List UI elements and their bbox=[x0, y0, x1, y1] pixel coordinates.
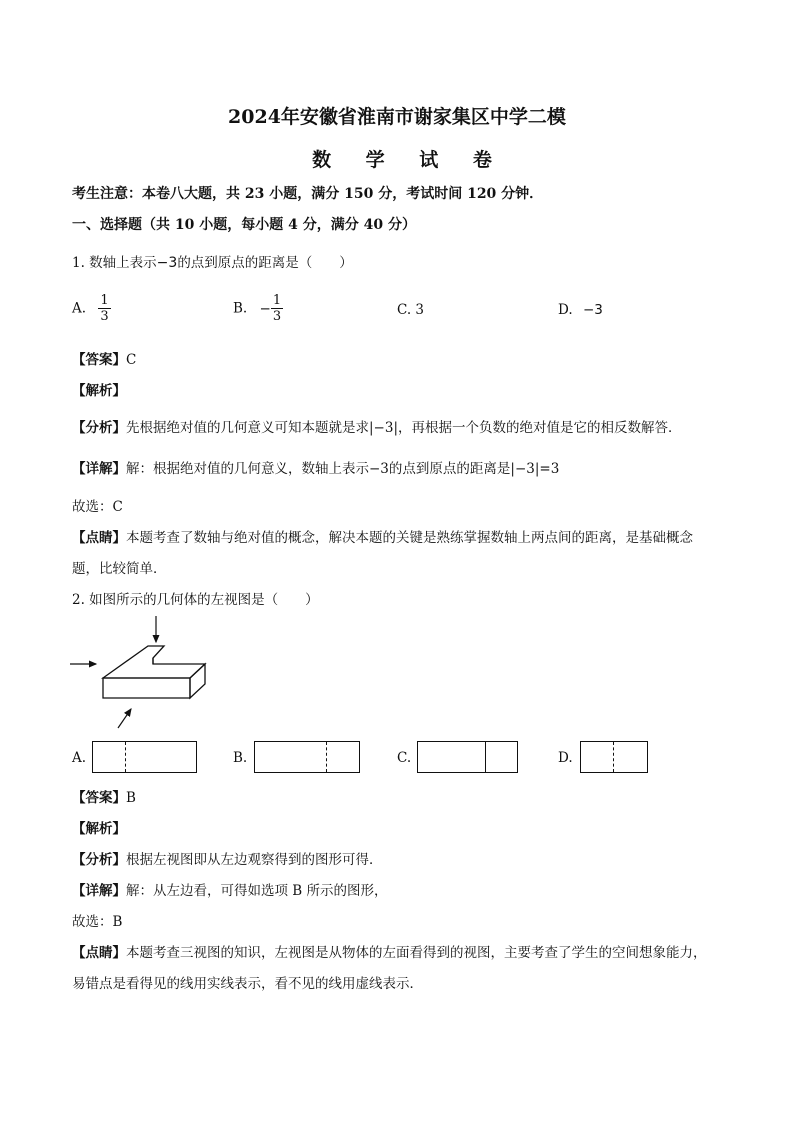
q1-option-d-label: D. bbox=[558, 302, 573, 318]
q2-fenxi bbox=[72, 848, 383, 868]
dianjing-tag: 【点睛】 bbox=[72, 530, 126, 546]
q2-guxuan: 故选：B bbox=[72, 914, 123, 930]
q1-option-a-label: A. bbox=[72, 300, 87, 317]
q1-option-b bbox=[233, 293, 283, 324]
q1-stem bbox=[72, 251, 353, 271]
fenxi-text: 先根据绝对值的几何意义可知本题就是求|−3|，再根据一个负数的绝对值是它的相反数解答． bbox=[126, 420, 682, 436]
q2-analysis-tag: 【解析】 bbox=[72, 821, 126, 837]
q1-option-b-fraction bbox=[271, 293, 283, 324]
dianjing-tag: 【点睛】 bbox=[72, 945, 126, 961]
hidden-line bbox=[326, 742, 327, 772]
q1-option-c: C. 3 bbox=[397, 302, 425, 318]
q2-option-b-label: B. bbox=[233, 750, 248, 766]
q2-stem: 2. 如图所示的几何体的左视图是（ ） bbox=[72, 592, 319, 608]
q2-option-a-figure bbox=[92, 741, 197, 773]
answer-value: B bbox=[126, 790, 136, 806]
solid-front-face bbox=[103, 678, 190, 698]
fenxi-tag: 【分析】 bbox=[72, 852, 126, 868]
q1-option-a-fraction bbox=[98, 293, 110, 324]
hidden-line bbox=[613, 742, 614, 772]
q1-option-b-sign: − bbox=[259, 300, 271, 317]
q1-option-d-value: −3 bbox=[582, 302, 603, 318]
fraction-numerator: 1 bbox=[272, 293, 282, 308]
page-subtitle: 数 学 试 卷 bbox=[312, 149, 506, 171]
q2-option-d-label: D. bbox=[558, 750, 573, 766]
q1-stem-pre: 1. 数轴上表示 bbox=[72, 255, 157, 271]
q1-guxuan: 故选：C bbox=[72, 499, 123, 515]
answer-value: C bbox=[126, 352, 137, 368]
q1-xiangjie bbox=[72, 457, 559, 477]
q2-dianjing-cont: 易错点是看得见的线用实线表示，看不见的线用虚线表示． bbox=[72, 976, 423, 992]
q2-dianjing bbox=[72, 941, 707, 961]
fenxi-tag: 【分析】 bbox=[72, 420, 126, 436]
page-title: 2024年安徽省淮南市谢家集区中学二模 bbox=[228, 106, 566, 128]
xiangjie-text: 解：从左边看，可得如选项 B 所示的图形， bbox=[126, 883, 388, 899]
q1-answer bbox=[72, 348, 136, 368]
solid-right-face bbox=[190, 664, 205, 698]
xiangjie-tag: 【详解】 bbox=[72, 461, 126, 477]
q1-option-d bbox=[558, 302, 603, 318]
q1-option-b-label: B. bbox=[233, 300, 248, 317]
q2-option-c-figure bbox=[417, 741, 518, 773]
q1-dianjing-cont: 题，比较简单． bbox=[72, 561, 167, 577]
q2-option-d-figure bbox=[580, 741, 648, 773]
q2-option-a-label: A. bbox=[72, 750, 87, 766]
q2-option-c-label: C. bbox=[397, 750, 412, 766]
answer-tag: 【答案】 bbox=[72, 352, 126, 368]
solid-top-face bbox=[103, 646, 205, 678]
visible-line bbox=[485, 742, 486, 772]
fenxi-text: 根据左视图即从左边观察得到的图形可得． bbox=[126, 852, 383, 868]
q2-option-b-figure bbox=[254, 741, 360, 773]
q2-answer bbox=[72, 786, 136, 806]
hidden-line bbox=[125, 742, 126, 772]
dianjing-text: 本题考查三视图的知识，左视图是从物体的左面看得到的视图，主要考查了学生的空间想象能力， bbox=[126, 945, 707, 961]
exam-notice: 考生注意：本卷八大题，共 23 小题，满分 150 分，考试时间 120 分钟． bbox=[72, 186, 544, 202]
fraction-denominator: 3 bbox=[272, 309, 282, 324]
q1-stem-value: −3 bbox=[156, 255, 178, 271]
xiangjie-text: 解：根据绝对值的几何意义，数轴上表示−3的点到原点的距离是|−3|=3 bbox=[126, 461, 560, 477]
arrow-bottom bbox=[118, 709, 131, 728]
section-heading: 一、选择题（共 10 小题，每小题 4 分，满分 40 分） bbox=[72, 217, 416, 233]
q1-analysis-tag: 【解析】 bbox=[72, 383, 126, 399]
fraction-denominator: 3 bbox=[100, 309, 109, 324]
answer-tag: 【答案】 bbox=[72, 790, 126, 806]
q1-option-a bbox=[72, 293, 111, 324]
q1-fenxi bbox=[72, 416, 682, 436]
q1-dianjing bbox=[72, 526, 693, 546]
fraction-numerator: 1 bbox=[100, 293, 109, 308]
q2-xiangjie bbox=[72, 879, 388, 899]
xiangjie-tag: 【详解】 bbox=[72, 883, 126, 899]
q2-solid-figure bbox=[68, 612, 218, 740]
q1-stem-post: 的点到原点的距离是（ ） bbox=[177, 255, 353, 271]
dianjing-text: 本题考查了数轴与绝对值的概念，解决本题的关键是熟练掌握数轴上两点间的距离，是基础概念 bbox=[126, 530, 693, 546]
